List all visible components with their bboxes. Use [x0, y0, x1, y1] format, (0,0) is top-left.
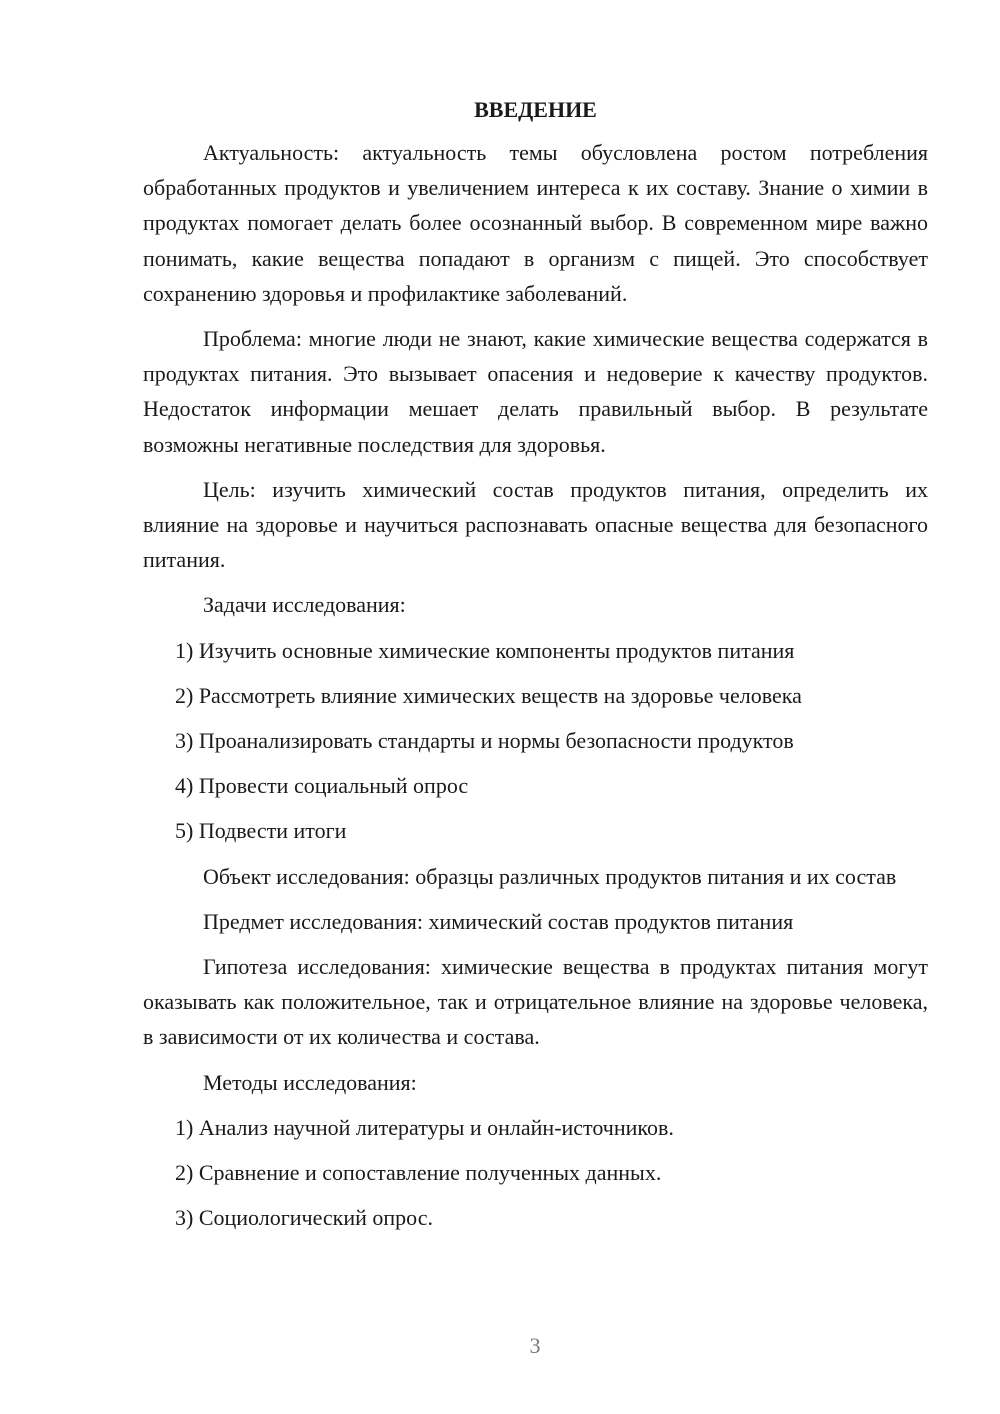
method-item: 3) Социологический опрос. [175, 1205, 433, 1231]
methods-heading: Методы исследования: [203, 1069, 417, 1095]
method-item: 2) Сравнение и сопоставление полученных данных. [175, 1160, 662, 1186]
problem-paragraph: Проблема: многие люди не знают, какие химические вещества содержатся в продуктах питания. Это вызывает опасения и недоверие к качеству продуктов. Недостаток информации мешает делать правильный выбор. В результате возможны негативные последствия для здоровья. [143, 326, 928, 457]
tasks-heading: Задачи исследования: [203, 592, 406, 618]
subject-paragraph: Предмет исследования: химический состав продуктов питания [203, 908, 794, 934]
method-item: 1) Анализ научной литературы и онлайн-источников. [175, 1114, 674, 1140]
document-page [143, 92, 928, 1245]
task-item: 2) Рассмотреть влияние химических веществ на здоровье человека [175, 682, 802, 708]
page-number: 3 [529, 1333, 541, 1358]
task-item: 5) Подвести итоги [175, 818, 347, 844]
page-title: ВВЕДЕНИЕ [474, 97, 597, 122]
relevance-paragraph: Актуальность: актуальность темы обусловлена ростом потребления обработанных продуктов и увеличением интереса к их составу. Знание о химии в продуктах помогает делать более осознанный выбор. В современном мире важно понимать, какие вещества попадают в организм с пищей. Это способствует сохранению здоровья и профилактике заболеваний. [143, 140, 928, 306]
goal-paragraph: Цель: изучить химический состав продуктов питания, определить их влияние на здоровье и научиться распознавать опасные вещества для безопасного питания. [143, 476, 928, 573]
task-item: 3) Проанализировать стандарты и нормы безопасности продуктов [175, 728, 794, 754]
object-paragraph: Объект исследования: образцы различных продуктов питания и их состав [203, 863, 897, 889]
task-item: 4) Провести социальный опрос [175, 773, 469, 799]
hypothesis-paragraph: Гипотеза исследования: химические вещества в продуктах питания могут оказывать как положительное, так и отрицательное влияние на здоровье человека, в зависимости от их количества и состава. [143, 954, 928, 1050]
task-item: 1) Изучить основные химические компоненты продуктов питания [175, 637, 795, 663]
